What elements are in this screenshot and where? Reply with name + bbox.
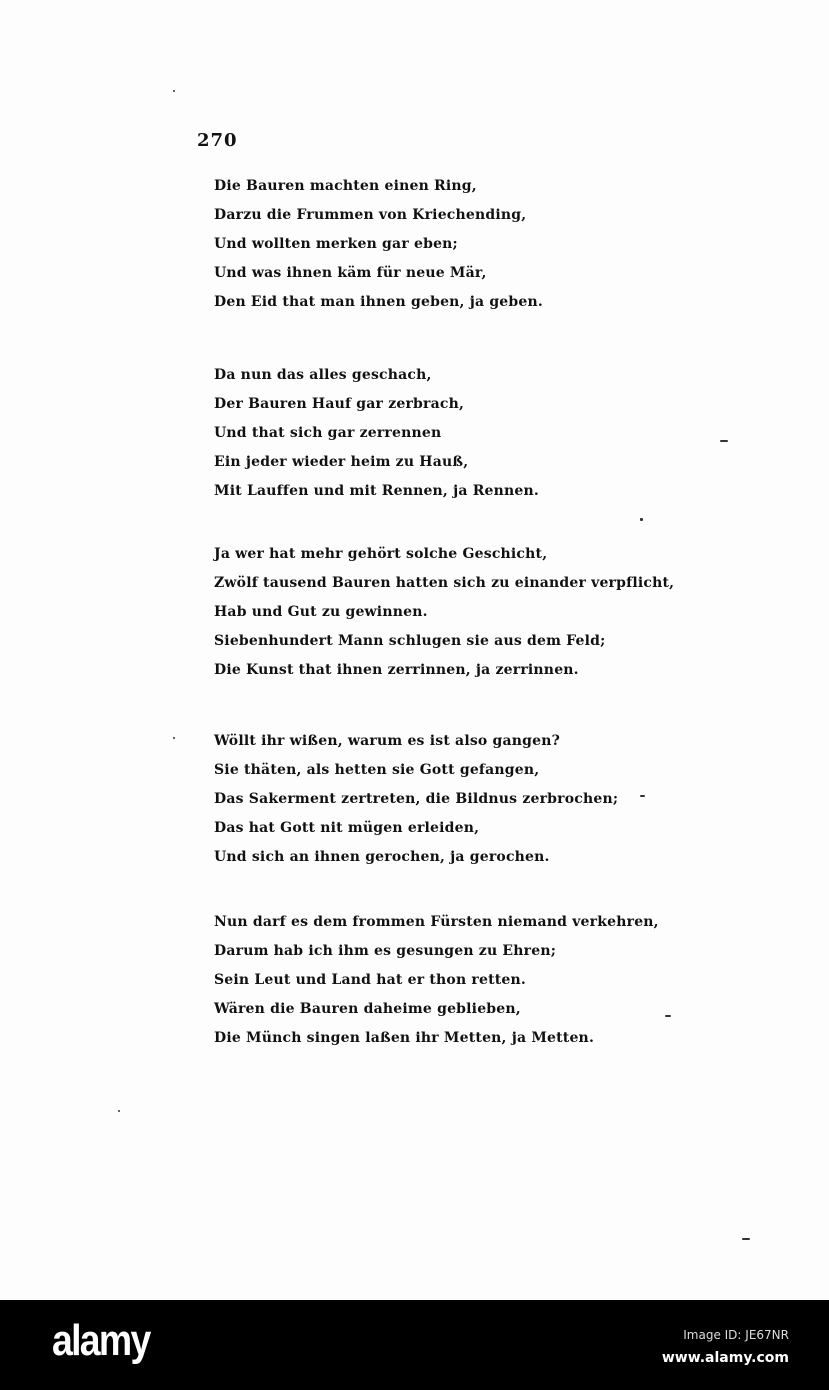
verse-line: Und wollten merken gar eben; <box>214 236 458 252</box>
verse-line: Das hat Gott nit mügen erleiden, <box>214 820 480 836</box>
verse-line: Den Eid that man ihnen geben, ja geben. <box>214 294 543 310</box>
verse-line: Und sich an ihnen gerochen, ja gerochen. <box>214 849 550 865</box>
verse-line: Die Kunst that ihnen zerrinnen, ja zerrinnen. <box>214 662 579 678</box>
stanza-1 <box>214 172 543 317</box>
verse-line: Wöllt ihr wißen, warum es ist also gangen? <box>214 733 561 749</box>
scan-speck <box>640 518 643 521</box>
verse-line: Sie thäten, als hetten sie Gott gefangen, <box>214 762 540 778</box>
stanza-2 <box>214 361 539 506</box>
verse-line: Ein jeder wieder heim zu Hauß, <box>214 454 469 470</box>
verse-line: Die Bauren machten einen Ring, <box>214 178 477 194</box>
alamy-logo: alamy <box>52 1316 150 1365</box>
verse-line: Siebenhundert Mann schlugen sie aus dem Feld; <box>214 633 606 649</box>
image-id: Image ID: JE67NR <box>683 1328 789 1342</box>
scan-speck <box>742 1238 750 1240</box>
watermark-footer <box>0 1300 829 1390</box>
verse-line: Hab und Gut zu gewinnen. <box>214 604 428 620</box>
verse-line: Ja wer hat mehr gehört solche Geschicht, <box>214 546 548 562</box>
verse-line: Darum hab ich ihm es gesungen zu Ehren; <box>214 943 557 959</box>
verse-line: Der Bauren Hauf gar zerbrach, <box>214 396 465 412</box>
verse-line: Sein Leut und Land hat er thon retten. <box>214 972 526 988</box>
verse-line: Da nun das alles geschach, <box>214 367 432 383</box>
verse-line: Mit Lauffen und mit Rennen, ja Rennen. <box>214 483 539 499</box>
scan-speck <box>118 1110 120 1112</box>
verse-line: Wären die Bauren daheime geblieben, <box>214 1001 521 1017</box>
page-number: 270 <box>197 130 238 151</box>
stanza-3 <box>214 540 674 685</box>
scan-speck <box>665 1015 671 1017</box>
verse-line: Die Münch singen laßen ihr Metten, ja Metten. <box>214 1030 595 1046</box>
verse-line: Und was ihnen käm für neue Mär, <box>214 265 487 281</box>
scan-speck <box>173 90 175 92</box>
verse-line: Nun darf es dem frommen Fürsten niemand verkehren, <box>214 914 659 930</box>
stanza-4 <box>214 727 618 872</box>
verse-line: Das Sakerment zertreten, die Bildnus zerbrochen; <box>214 791 619 807</box>
stanza-5 <box>214 908 659 1053</box>
scan-speck <box>720 440 728 442</box>
scan-speck <box>173 737 175 739</box>
verse-line: Zwölf tausend Bauren hatten sich zu einander verpflicht, <box>214 575 675 591</box>
site-link: www.alamy.com <box>661 1350 789 1366</box>
scan-speck <box>640 795 645 797</box>
verse-line: Und that sich gar zerrennen <box>214 425 442 441</box>
verse-line: Darzu die Frummen von Kriechending, <box>214 207 527 223</box>
